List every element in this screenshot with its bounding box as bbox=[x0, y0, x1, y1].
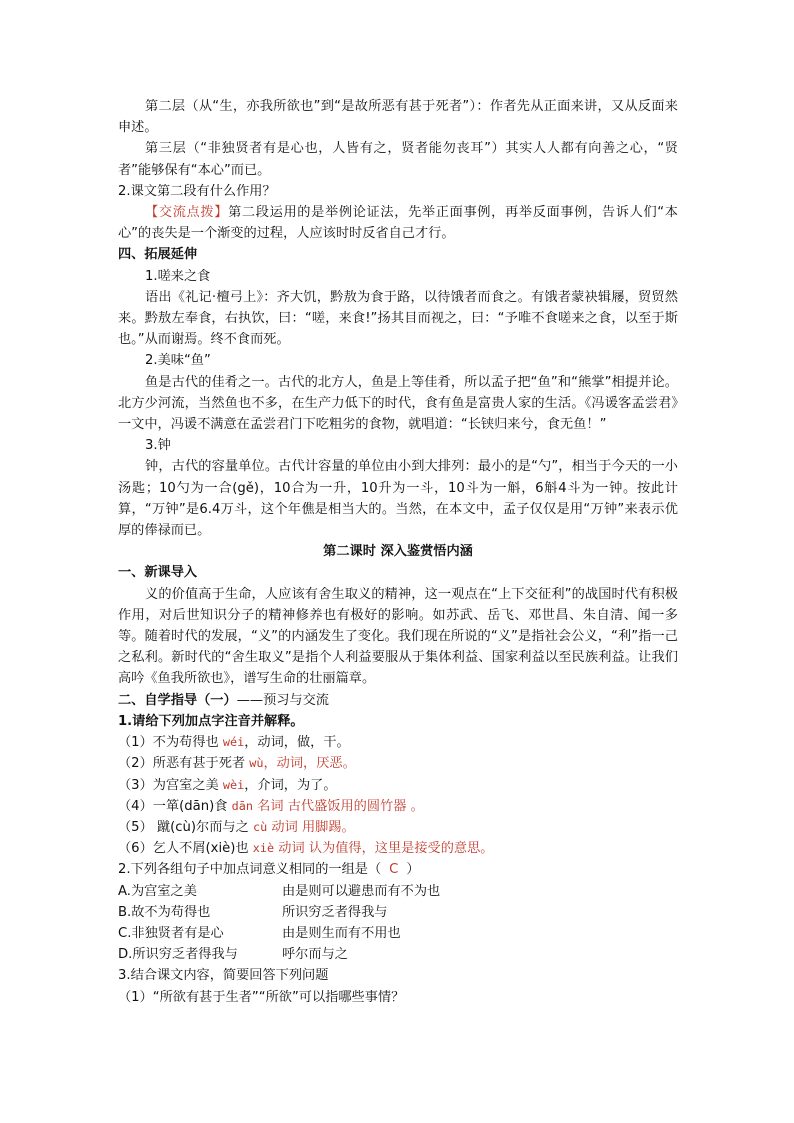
option-left: B.故不为苟得也 bbox=[118, 904, 211, 920]
item-meaning: ，动词，做，干。 bbox=[244, 735, 350, 751]
item-text: （2）所恶有甚于死者 bbox=[118, 756, 250, 772]
item-text: （6）乞人不屑(xiè)也 bbox=[118, 841, 253, 857]
document-page bbox=[118, 96, 678, 1008]
item-pinyin: wéi bbox=[222, 735, 245, 750]
item-text: （1）不为苟得也 bbox=[118, 735, 223, 751]
option-row bbox=[118, 944, 678, 965]
option-right: 呼尔而与之 bbox=[282, 947, 348, 963]
question-2b bbox=[118, 859, 678, 880]
list-item bbox=[118, 796, 678, 817]
question-3: 3.结合课文内容，简要回答下列问题 bbox=[118, 968, 329, 984]
item-meaning: ，动词，厌恶。 bbox=[263, 756, 356, 772]
item-pinyin: wù bbox=[249, 756, 264, 771]
list-item bbox=[118, 732, 678, 753]
section-2-subtitle: ——预习与交流 bbox=[236, 692, 329, 708]
extension-2-title: 2.美味“鱼” bbox=[145, 353, 211, 369]
section-2-title: 二、自学指导（一） bbox=[118, 692, 237, 708]
section-1-text: 义的价值高于生命，人应该有舍生取义的精神，这一观点在“上下交征利”的战国时代有积极作用，对后世知识分子的精神修养也有极好的影响。如苏武、岳飞、邓世昌、朱自清、闻一多等。随着时代的发展，“义”的内涵发生了变化。我们现在所说的“义”是指社会公义，“利”指一己之私利。新时代的“舍生取义”是指个人利益要服从于集体利益、国家利益以至民族利益。让我们高吟《鱼我所欲也》，谱写生命的壮丽篇章。 bbox=[118, 586, 678, 687]
item-text: （4）一箪(dān)食 bbox=[118, 798, 232, 814]
item-pinyin: dān bbox=[231, 798, 253, 813]
section-2-heading bbox=[118, 690, 678, 711]
paragraph-layer2: 第二层（从“生，亦我所欲也”到“是故所恶有甚于死者”）：作者先从正面来讲，又从反面来申述。 bbox=[118, 99, 678, 136]
extension-1-title: 1.嗟来之食 bbox=[145, 268, 211, 284]
extension-3-text: 钟，古代的容量单位。古代计容量的单位由小到大排列：最小的是“勺”，相当于今天的一小汤匙；10勺为一合(gě)，10合为一升，10升为一斗，10斗为一斛，6斛4斗为一钟。按此计算，“万钟”是6.4万斗，这个年僬是相当大的。当然，在本文中，孟子仅仅是用“万钟”来表示优厚的俸禄而已。 bbox=[118, 459, 678, 539]
answer-tag: 【交流点拨】 bbox=[145, 205, 229, 221]
lesson-2-title: 第二课时 深入鉴赏悟内涵 bbox=[323, 544, 473, 560]
list-item bbox=[118, 775, 678, 796]
option-left: D.所识穷乏者得我与 bbox=[118, 947, 238, 963]
list-item bbox=[118, 817, 678, 838]
options-list bbox=[118, 881, 678, 966]
option-left: C.非独贤者有是心 bbox=[118, 925, 224, 941]
extension-3-title: 3.钟 bbox=[145, 438, 171, 454]
extension-1-text: 语出《礼记·檀弓上》：齐大饥，黔敖为食于路，以待饿者而食之。有饿者蒙袂辑屦，贸贸然来。黔敖左奉食，右执饮，曰：“嗟，来食!”扬其目而视之，曰：“予唯不食嗟来之食，以至于斯也。”从而谢焉。终不食而死。 bbox=[118, 289, 678, 348]
option-row bbox=[118, 923, 678, 944]
section-4-heading: 四、拓展延伸 bbox=[118, 247, 198, 263]
answer-text: 第二段运用的是举例论证法，先举正面事例，再举反面事例，告诉人们“本心”的丧失是一个渐变的过程，人应该时时反省自己才行。 bbox=[118, 205, 678, 242]
item-text: （5） 蹴(cù)尔而与之 bbox=[118, 819, 253, 835]
question-3-1: （1）“所欲有甚于生者”“所欲”可以指哪些事情？ bbox=[118, 989, 405, 1005]
item-text: （3）为宫室之美 bbox=[118, 777, 223, 793]
item-meaning: 名词 古代盛饭用的圆竹器 。 bbox=[252, 798, 424, 814]
item-meaning: 动词 认为值得，这里是接受的意思。 bbox=[274, 841, 494, 857]
list-item bbox=[118, 753, 678, 774]
option-row bbox=[118, 881, 678, 902]
option-row bbox=[118, 902, 678, 923]
question-2b-close: ） bbox=[406, 862, 420, 878]
question-2: 2.课文第二段有什么作用？ bbox=[118, 183, 276, 199]
item-pinyin: wèi bbox=[222, 777, 245, 792]
paragraph-layer3: 第三层（“非独贤者有是心也，人皆有之，贤者能勿丧耳”）其实人人都有向善之心，“贤者”能够保有“本心”而已。 bbox=[118, 141, 678, 178]
item-meaning: 动词 用脚踢。 bbox=[267, 819, 355, 835]
question-1: 1.请给下列加点字注音并解释。 bbox=[118, 713, 304, 729]
question-2b-answer: C bbox=[389, 862, 399, 878]
list-item bbox=[118, 838, 678, 859]
item-pinyin: cù bbox=[253, 819, 268, 834]
extension-2-text: 鱼是古代的佳肴之一。古代的北方人，鱼是上等佳肴，所以孟子把“鱼”和“熊掌”相提并论。北方少河流，当然鱼也不多，在生产力低下的时代，食有鱼是富贵人家的生活。《冯谖客孟尝君》一文中，冯谖不满意在孟尝君门下吃粗劣的食物，就唱道：“长铗归来兮，食无鱼！” bbox=[118, 374, 678, 433]
section-1-heading: 一、新课导入 bbox=[118, 565, 198, 581]
item-meaning: ，介词，为了。 bbox=[244, 777, 337, 793]
option-right: 所识穷乏者得我与 bbox=[282, 904, 388, 920]
pinyin-list bbox=[118, 732, 678, 859]
question-2b-text: 2.下列各组句子中加点词意义相同的一组是（ bbox=[118, 862, 382, 878]
option-right: 由是则生而有不用也 bbox=[282, 925, 401, 941]
answer-2 bbox=[118, 202, 678, 244]
option-right: 由是则可以避患而有不为也 bbox=[282, 883, 441, 899]
option-left: A.为宫室之美 bbox=[118, 883, 197, 899]
item-pinyin: xiè bbox=[252, 841, 275, 856]
